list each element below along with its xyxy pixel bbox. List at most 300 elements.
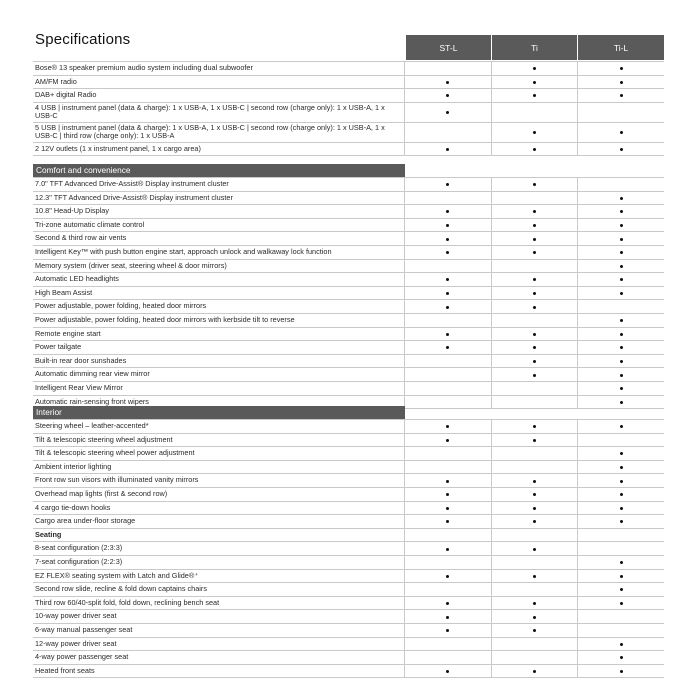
table-row (33, 341, 664, 355)
available-dot-icon (446, 629, 449, 632)
available-dot-icon (533, 210, 536, 213)
feature-label: 10-way power driver seat (35, 611, 117, 621)
availability-cell (404, 556, 491, 569)
column-header-ti-l: Ti-L (578, 35, 664, 60)
available-dot-icon (533, 507, 536, 510)
available-dot-icon (446, 148, 449, 151)
feature-label: 4 USB | instrument panel (data & charge): 1 x USB-A, 1 x USB-C | second row (charge only): 1 x USB-A, 1 x USB-C (35, 102, 385, 121)
available-dot-icon (533, 374, 536, 377)
availability-cell (491, 287, 578, 300)
availability-cell (491, 232, 578, 245)
available-dot-icon (620, 493, 623, 496)
available-dot-icon (446, 670, 449, 673)
available-dot-icon (620, 466, 623, 469)
availability-cell (491, 368, 578, 381)
table-row (33, 143, 664, 157)
table-row (33, 382, 664, 396)
availability-cell (491, 382, 578, 395)
feature-label: Third row 60/40-split fold, fold down, reclining bench seat (35, 597, 220, 607)
available-dot-icon (446, 111, 449, 114)
availability-cell (577, 556, 664, 569)
availability-cell (577, 434, 664, 447)
available-dot-icon (620, 319, 623, 322)
availability-cell (577, 76, 664, 89)
available-dot-icon (620, 374, 623, 377)
availability-cell (577, 570, 664, 583)
available-dot-icon (620, 131, 623, 134)
feature-label: Second row slide, recline & fold down captains chairs (35, 584, 207, 594)
availability-cell (404, 382, 491, 395)
availability-cell (404, 355, 491, 368)
availability-cell (577, 246, 664, 259)
availability-cell (491, 638, 578, 651)
availability-cell (577, 447, 664, 460)
available-dot-icon (533, 306, 536, 309)
feature-label: Front row sun visors with illuminated vanity mirrors (35, 475, 199, 485)
table-row (33, 273, 664, 287)
availability-cell (577, 123, 664, 142)
feature-label: High Beam Assist (35, 287, 93, 297)
availability-cell (404, 624, 491, 637)
feature-label: Power adjustable, power folding, heated door mirrors (35, 301, 207, 311)
availability-cell (577, 529, 664, 542)
table-row (33, 638, 664, 652)
available-dot-icon (533, 67, 536, 70)
availability-cell (404, 246, 491, 259)
feature-label: Ambient interior lighting (35, 461, 112, 471)
feature-label: Steering wheel – leather-accented* (35, 421, 149, 430)
availability-cell (404, 515, 491, 528)
table-row (33, 665, 664, 679)
availability-cell (577, 287, 664, 300)
table-row (33, 76, 664, 90)
feature-label: 10.8" Head-Up Display (35, 206, 109, 216)
availability-cell (404, 192, 491, 205)
availability-cell (491, 515, 578, 528)
available-dot-icon (446, 616, 449, 619)
available-dot-icon (533, 183, 536, 186)
feature-label: 8-seat configuration (2:3:3) (35, 543, 123, 553)
availability-cell (491, 260, 578, 273)
availability-cell (577, 273, 664, 286)
availability-cell (491, 123, 578, 142)
available-dot-icon (620, 333, 623, 336)
availability-cell (404, 447, 491, 460)
available-dot-icon (620, 643, 623, 646)
feature-label: 12.3" TFT Advanced Drive-Assist® Display instrument cluster (35, 192, 233, 202)
availability-cell (491, 62, 578, 75)
table-row (33, 61, 664, 76)
feature-label: Automatic dimming rear view mirror (35, 369, 150, 379)
available-dot-icon (620, 94, 623, 97)
table-row (33, 461, 664, 475)
feature-label: 7-seat configuration (2:2:3) (35, 556, 123, 566)
availability-cell (491, 314, 578, 327)
available-dot-icon (620, 360, 623, 363)
available-dot-icon (533, 94, 536, 97)
availability-cell (491, 420, 578, 433)
available-dot-icon (446, 439, 449, 442)
available-dot-icon (620, 265, 623, 268)
availability-cell (491, 610, 578, 623)
availability-cell (577, 143, 664, 156)
availability-cell (577, 651, 664, 664)
table-row (33, 474, 664, 488)
table-row (33, 368, 664, 382)
available-dot-icon (446, 493, 449, 496)
feature-label: Heated front seats (35, 665, 95, 675)
feature-label: AM/FM radio (35, 76, 77, 86)
availability-cell (491, 529, 578, 542)
availability-cell (404, 474, 491, 487)
availability-cell (491, 178, 578, 191)
availability-cell (491, 583, 578, 596)
feature-label: Automatic rain-sensing front wipers (35, 396, 149, 406)
availability-cell (577, 368, 664, 381)
available-dot-icon (620, 148, 623, 151)
availability-cell (577, 328, 664, 341)
availability-cell (577, 178, 664, 191)
available-dot-icon (533, 520, 536, 523)
availability-cell (577, 205, 664, 218)
feature-label: Intelligent Key™ with push button engine start, approach unlock and walkaway lock function (35, 246, 332, 256)
feature-label: Intelligent Rear View Mirror (35, 382, 123, 392)
availability-cell (404, 368, 491, 381)
feature-label: Second & third row air vents (35, 233, 127, 243)
available-dot-icon (533, 616, 536, 619)
available-dot-icon (620, 602, 623, 605)
available-dot-icon (533, 439, 536, 442)
availability-cell (491, 355, 578, 368)
availability-cell (577, 396, 664, 409)
feature-label: 7.0" TFT Advanced Drive-Assist® Display instrument cluster (35, 179, 229, 188)
available-dot-icon (620, 238, 623, 241)
feature-label: 5 USB | instrument panel (data & charge): 1 x USB-A, 1 x USB-C | second row (charge only): 1 x USB-A, 1 x USB-C | third row (charge only): 1 x USB-A (35, 122, 385, 141)
table-row (33, 419, 664, 434)
availability-cell (491, 192, 578, 205)
table-row (33, 570, 664, 584)
available-dot-icon (446, 292, 449, 295)
available-dot-icon (620, 387, 623, 390)
table-row (33, 260, 664, 274)
availability-cell (577, 583, 664, 596)
available-dot-icon (533, 425, 536, 428)
availability-cell (491, 205, 578, 218)
availability-cell (491, 89, 578, 102)
availability-cell (404, 205, 491, 218)
availability-cell (491, 396, 578, 409)
availability-cell (491, 447, 578, 460)
available-dot-icon (620, 224, 623, 227)
available-dot-icon (533, 131, 536, 134)
available-dot-icon (533, 493, 536, 496)
feature-label: Remote engine start (35, 328, 101, 338)
availability-cell (404, 103, 491, 122)
available-dot-icon (446, 94, 449, 97)
spec-table-interior (33, 419, 664, 678)
table-row (33, 246, 664, 260)
feature-label: Cargo area under-floor storage (35, 516, 136, 526)
section-heading-interior: Interior (33, 406, 405, 419)
feature-label: Power tailgate (35, 342, 82, 352)
available-dot-icon (620, 67, 623, 70)
available-dot-icon (446, 278, 449, 281)
table-row (33, 177, 664, 192)
availability-cell (404, 597, 491, 610)
available-dot-icon (533, 360, 536, 363)
availability-cell (491, 273, 578, 286)
available-dot-icon (446, 251, 449, 254)
availability-cell (577, 382, 664, 395)
feature-label: Tri-zone automatic climate control (35, 219, 145, 229)
available-dot-icon (533, 548, 536, 551)
availability-cell (577, 420, 664, 433)
available-dot-icon (446, 183, 449, 186)
table-row (33, 447, 664, 461)
feature-label: Automatic LED headlights (35, 274, 119, 284)
available-dot-icon (446, 520, 449, 523)
availability-cell (577, 62, 664, 75)
table-row (33, 205, 664, 219)
table-row (33, 556, 664, 570)
table-row (33, 502, 664, 516)
availability-cell (491, 341, 578, 354)
availability-cell (404, 178, 491, 191)
available-dot-icon (620, 197, 623, 200)
availability-cell (577, 610, 664, 623)
table-row (33, 89, 664, 103)
availability-cell (491, 570, 578, 583)
available-dot-icon (620, 588, 623, 591)
availability-cell (404, 328, 491, 341)
available-dot-icon (446, 210, 449, 213)
availability-cell (491, 76, 578, 89)
table-row (33, 434, 664, 448)
availability-cell (491, 219, 578, 232)
section-heading-comfort: Comfort and convenience (33, 164, 405, 177)
availability-cell (404, 123, 491, 142)
availability-cell (404, 219, 491, 232)
available-dot-icon (620, 507, 623, 510)
available-dot-icon (620, 452, 623, 455)
feature-label: EZ FLEX® seating system with Latch and Glide®⁺ (35, 570, 199, 580)
feature-label: 2 12V outlets (1 x instrument panel, 1 x cargo area) (35, 143, 201, 153)
available-dot-icon (620, 81, 623, 84)
available-dot-icon (446, 480, 449, 483)
availability-cell (404, 314, 491, 327)
availability-cell (491, 461, 578, 474)
availability-cell (404, 341, 491, 354)
available-dot-icon (446, 575, 449, 578)
available-dot-icon (446, 306, 449, 309)
available-dot-icon (533, 292, 536, 295)
availability-cell (404, 300, 491, 313)
availability-cell (404, 143, 491, 156)
table-row (33, 232, 664, 246)
available-dot-icon (446, 507, 449, 510)
available-dot-icon (446, 81, 449, 84)
availability-cell (491, 103, 578, 122)
availability-cell (577, 502, 664, 515)
availability-cell (491, 474, 578, 487)
availability-cell (577, 515, 664, 528)
available-dot-icon (620, 425, 623, 428)
available-dot-icon (620, 346, 623, 349)
column-header-st-l: ST-L (406, 35, 491, 60)
table-row (33, 488, 664, 502)
availability-cell (491, 300, 578, 313)
availability-cell (577, 103, 664, 122)
available-dot-icon (533, 333, 536, 336)
feature-label: 4 cargo tie-down hooks (35, 502, 111, 512)
table-row (33, 219, 664, 233)
table-row (33, 355, 664, 369)
feature-label: 6-way manual passenger seat (35, 624, 133, 634)
availability-cell (404, 89, 491, 102)
availability-cell (404, 665, 491, 678)
available-dot-icon (620, 210, 623, 213)
availability-cell (491, 597, 578, 610)
available-dot-icon (533, 670, 536, 673)
availability-cell (491, 624, 578, 637)
table-row (33, 624, 664, 638)
availability-cell (491, 651, 578, 664)
available-dot-icon (533, 602, 536, 605)
availability-cell (577, 341, 664, 354)
available-dot-icon (446, 602, 449, 605)
available-dot-icon (533, 81, 536, 84)
table-row (33, 610, 664, 624)
availability-cell (577, 542, 664, 555)
table-row (33, 515, 664, 529)
available-dot-icon (620, 401, 623, 404)
available-dot-icon (446, 425, 449, 428)
availability-cell (404, 488, 491, 501)
availability-cell (491, 502, 578, 515)
table-row (33, 597, 664, 611)
available-dot-icon (620, 520, 623, 523)
feature-label: Memory system (driver seat, steering wheel & door mirrors) (35, 260, 227, 270)
feature-label: Overhead map lights (first & second row) (35, 488, 168, 498)
available-dot-icon (620, 251, 623, 254)
available-dot-icon (533, 251, 536, 254)
available-dot-icon (533, 224, 536, 227)
table-row (33, 103, 664, 123)
feature-label: Tilt & telescopic steering wheel adjustment (35, 434, 173, 444)
table-row (33, 314, 664, 328)
available-dot-icon (533, 575, 536, 578)
available-dot-icon (446, 346, 449, 349)
availability-cell (404, 542, 491, 555)
feature-label: Power adjustable, power folding, heated door mirrors with kerbside tilt to reverse (35, 314, 295, 324)
available-dot-icon (446, 548, 449, 551)
available-dot-icon (620, 670, 623, 673)
availability-cell (577, 89, 664, 102)
available-dot-icon (446, 238, 449, 241)
available-dot-icon (446, 224, 449, 227)
availability-cell (404, 651, 491, 664)
availability-cell (577, 597, 664, 610)
table-row (33, 328, 664, 342)
availability-cell (404, 420, 491, 433)
availability-cell (577, 355, 664, 368)
availability-cell (491, 665, 578, 678)
availability-cell (577, 260, 664, 273)
table-row (33, 651, 664, 665)
availability-cell (491, 434, 578, 447)
feature-label: 12-way power driver seat (35, 638, 117, 648)
available-dot-icon (533, 278, 536, 281)
available-dot-icon (533, 629, 536, 632)
spec-table-comfort (33, 177, 664, 409)
feature-label: Bose® 13 speaker premium audio system including dual subwoofer (35, 63, 253, 72)
table-row (33, 123, 664, 143)
availability-cell (577, 488, 664, 501)
availability-cell (577, 232, 664, 245)
table-row (33, 529, 664, 543)
availability-cell (404, 260, 491, 273)
table-row (33, 542, 664, 556)
availability-cell (491, 556, 578, 569)
availability-cell (491, 246, 578, 259)
availability-cell (404, 638, 491, 651)
column-header-ti: Ti (492, 35, 577, 60)
available-dot-icon (620, 292, 623, 295)
availability-cell (404, 570, 491, 583)
available-dot-icon (620, 278, 623, 281)
availability-cell (491, 542, 578, 555)
table-row (33, 300, 664, 314)
availability-cell (404, 76, 491, 89)
availability-cell (491, 143, 578, 156)
available-dot-icon (446, 333, 449, 336)
available-dot-icon (533, 238, 536, 241)
subsection-label: Seating (35, 529, 62, 539)
availability-cell (577, 461, 664, 474)
available-dot-icon (620, 656, 623, 659)
available-dot-icon (533, 346, 536, 349)
availability-cell (577, 300, 664, 313)
availability-cell (491, 328, 578, 341)
table-row (33, 583, 664, 597)
available-dot-icon (533, 148, 536, 151)
availability-cell (404, 287, 491, 300)
availability-cell (404, 529, 491, 542)
availability-cell (404, 583, 491, 596)
available-dot-icon (620, 575, 623, 578)
availability-cell (404, 62, 491, 75)
feature-label: DAB+ digital Radio (35, 90, 97, 100)
feature-label: Tilt & telescopic steering wheel power adjustment (35, 448, 195, 458)
availability-cell (404, 396, 491, 409)
table-row (33, 192, 664, 206)
availability-cell (404, 502, 491, 515)
availability-cell (577, 665, 664, 678)
availability-cell (404, 232, 491, 245)
availability-cell (577, 474, 664, 487)
availability-cell (404, 434, 491, 447)
availability-cell (404, 610, 491, 623)
availability-cell (491, 488, 578, 501)
available-dot-icon (620, 561, 623, 564)
available-dot-icon (533, 480, 536, 483)
page-title: Specifications (35, 31, 131, 48)
feature-label: Built-in rear door sunshades (35, 355, 127, 365)
availability-cell (404, 461, 491, 474)
availability-cell (404, 273, 491, 286)
availability-cell (577, 314, 664, 327)
availability-cell (577, 219, 664, 232)
